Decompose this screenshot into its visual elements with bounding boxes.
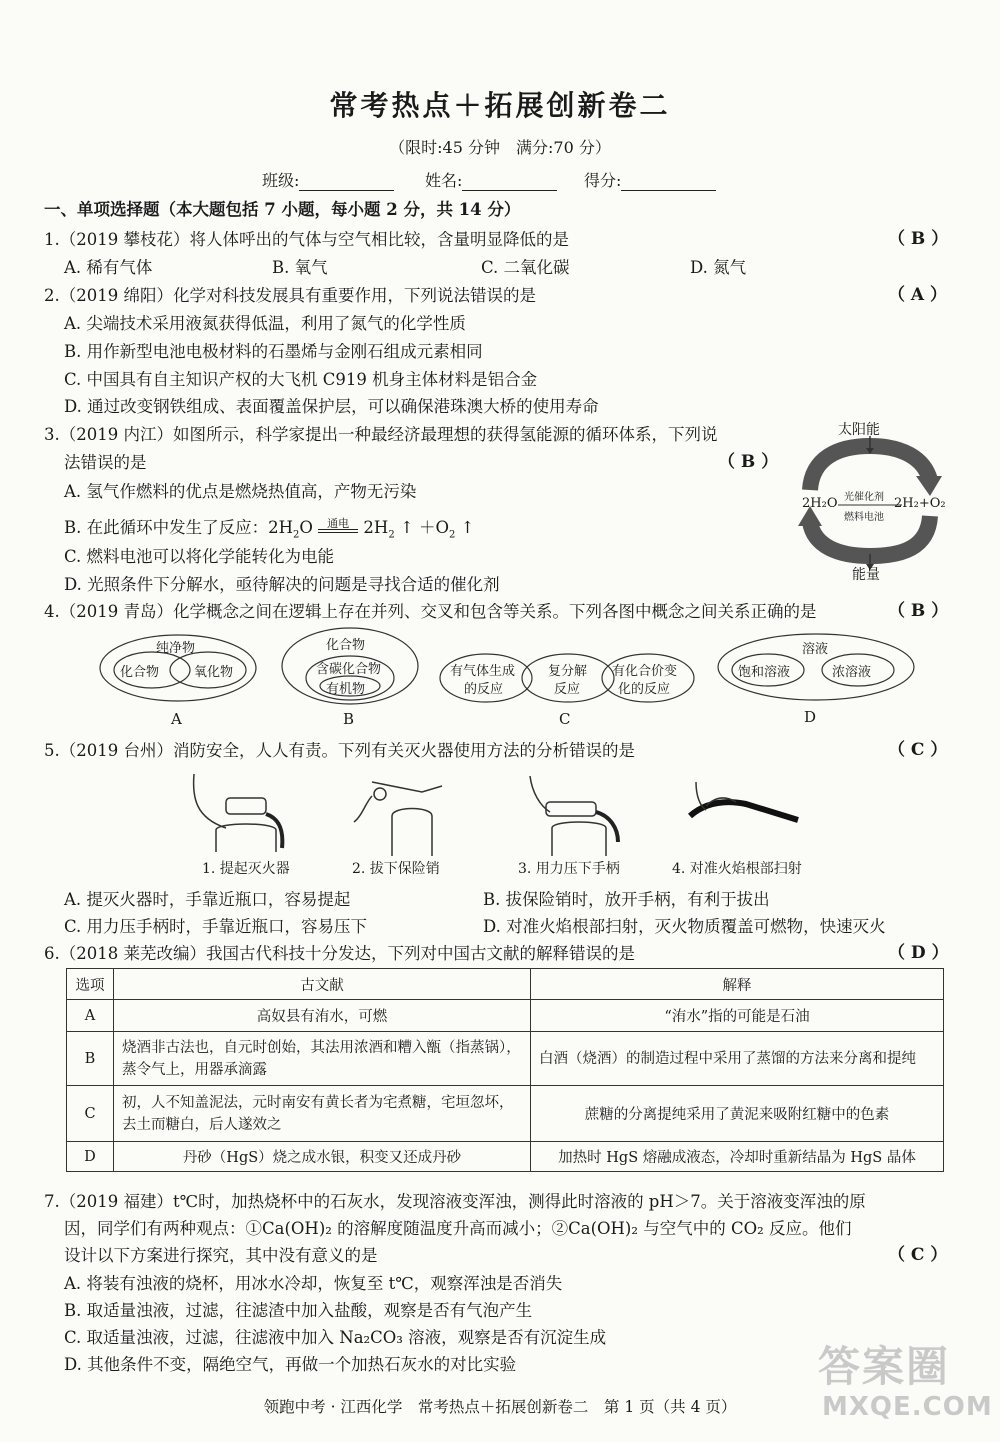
q3-b-h2: 2H [358,518,389,537]
row-text: 烧酒非古法也，自元时创始，其法用浓酒和糟入甑（指蒸锅），蒸令气上，用器承滴露 [114,1032,531,1086]
diagram-c-left-1: 有气体生成 [450,664,516,679]
row-explanation: 白酒（烧酒）的制造过程中采用了蒸馏的方法来分离和提纯 [531,1032,944,1086]
q7-option-d: D. 其他条件不变，隔绝空气，再做一个加热石灰水的对比实验 [64,1355,517,1374]
concept-diagram-c [438,652,698,704]
fuel-cell-label: 燃料电池 [844,512,884,523]
table-row [67,1142,944,1172]
q3-option-a: A. 氢气作燃料的优点是燃烧热值高，产物无污染 [64,482,417,501]
q1-stem: 1.（2019 攀枝花）将人体呼出的气体与空气相比较，含量明显降低的是 [44,230,569,249]
q3-b-prefix: B. 在此循环中发生了反应：2H [64,518,294,537]
concept-diagram-a [98,628,258,703]
q7-stem-line2: 因，同学们有两种观点：①Ca(OH)₂ 的溶解度随温度升高而减小；②Ca(OH)₂ 与空气中的 CO₂ 反应。他们 [64,1219,852,1238]
diagram-b-middle: 含碳化合物 [316,662,382,677]
row-text: 初，人不知盖泥法，元时南安有黄长者为宅煮糖，宅垣忽坏，去土而糖白，后人遂效之 [114,1086,531,1142]
q5-option-b: B. 拔保险销时，放开手柄，有利于拔出 [483,890,770,909]
watermark-domain: MXQE.COM [822,1392,993,1422]
extinguisher-step2-image [352,772,452,856]
name-blank [462,176,557,191]
q2-option-a: A. 尖端技术采用液氮获得低温，利用了氮气的化学性质 [64,314,466,333]
q7-stem-line3: 设计以下方案进行探究，其中没有意义的是 [64,1246,378,1265]
row-option: D [67,1142,114,1172]
diagram-a-right: 氧化物 [194,665,234,680]
table-header-row [67,969,944,1000]
extinguisher-step1-image [186,768,286,852]
row-explanation: 加热时 HgS 熔融成液态，冷却时重新结晶为 HgS 晶体 [531,1142,944,1172]
diagram-c-tag: C [559,710,571,728]
q2-option-c: C. 中国具有自主知识产权的大飞机 C919 机身主体材料是铝合金 [64,370,538,389]
diagram-c-left-2: 的反应 [464,682,504,697]
q3-b-arrow: ↑ [460,518,475,537]
q5-option-a: A. 提灭火器时，手靠近瓶口，容易提起 [64,890,351,909]
diagram-d-right: 浓溶液 [832,665,872,680]
header-text: 古文献 [114,969,531,1000]
score-blank [621,176,716,191]
diagram-c-mid-2: 反应 [554,682,581,697]
extinguisher-step4-image [686,776,806,836]
q5-answer: （ C ） [888,740,948,760]
energy-label: 能量 [852,567,880,583]
q1-option-d: D. 氮气 [690,258,747,277]
diagram-c-mid-1: 复分解 [548,664,588,679]
row-option: A [67,1000,114,1032]
q7-stem-line1: 7.（2019 福建）t℃时，加热烧杯中的石灰水，发现溶液变浑浊，测得此时溶液的 pH＞7。关于溶液变浑浊的原 [44,1192,866,1211]
q6-answer: （ D ） [888,943,949,963]
q4-stem: 4.（2019 青岛）化学概念之间在逻辑上存在并列、交叉和包含等关系。下列各图中概念之间关系正确的是 [44,602,817,621]
q2-stem: 2.（2019 绵阳）化学对科技发展具有重要作用，下列说法错误的是 [44,286,536,305]
table-row [67,1032,944,1086]
q1-option-b: B. 氧气 [272,258,328,277]
score-label: 得分: [584,171,622,190]
diagram-a-tag: A [171,710,182,728]
diagram-b-outer: 化合物 [326,638,366,653]
step4-caption: 4. 对准火焰根部扫射 [672,861,802,877]
q7-option-b: B. 取适量浊液，过滤，往滤渣中加入盐酸，观察是否有气泡产生 [64,1301,533,1320]
score-field [584,168,716,191]
ancient-texts-table [66,968,944,1172]
table-row [67,1086,944,1142]
row-text: 丹砂（HgS）烧之成水银，积变又还成丹砂 [114,1142,531,1172]
concept-diagram-b [280,626,420,706]
row-explanation: “洧水”指的可能是石油 [531,1000,944,1032]
q3-option-b: B. 在此循环中发生了反应：$2H_2O$ 通电 $2H_2$ ↑ $+O_2$ ↑ [64,517,475,541]
section-heading: 一、单项选择题（本大题包括 7 小题，每小题 2 分，共 14 分） [44,200,521,219]
concept-diagram-d [716,632,916,702]
class-blank [299,176,394,191]
diagram-d-left: 饱和溶液 [738,665,791,680]
header-explanation: 解释 [531,969,944,1000]
solar-energy-label: 太阳能 [838,422,880,438]
row-option: C [67,1086,114,1142]
class-label: 班级: [262,171,300,190]
row-option: B [67,1032,114,1086]
photocatalyst-label: 光催化剂 [844,492,884,503]
q2-answer: （ A ） [888,285,948,305]
time-limit: （限时:45 分钟 满分:70 分） [389,138,611,157]
q3-stem-line1: 3.（2019 内江）如图所示，科学家提出一种最经济最理想的获得氢能源的循环体系，下列说 [44,425,718,444]
step1-caption: 1. 提起灭火器 [202,861,290,877]
step2-caption: 2. 拔下保险销 [352,861,440,877]
class-field [262,168,394,191]
q5-stem: 5.（2019 台州）消防安全，人人有责。下列有关灭火器使用方法的分析错误的是 [44,741,635,760]
diagram-c-right-2: 化的反应 [618,682,671,697]
q5-option-d: D. 对准火焰根部扫射，灭火物质覆盖可燃物，快速灭火 [483,917,886,936]
diagram-d-tag: D [804,708,817,726]
q7-option-a: A. 将装有浊液的烧杯，用冰水冷却，恢复至 t℃，观察浑浊是否消失 [64,1274,563,1293]
table-row [67,1000,944,1032]
q3-answer: （ B ） [718,452,779,472]
q5-option-c: C. 用力压手柄时，手靠近瓶口，容易压下 [64,917,368,936]
page-footer: 领跑中考 · 江西化学 常考热点＋拓展创新卷二 第 1 页（共 4 页） [263,1398,737,1416]
q3-option-d: D. 光照条件下分解水，亟待解决的问题是寻找合适的催化剂 [64,575,500,594]
q7-answer: （ C ） [888,1245,948,1265]
q1-answer: （ B ） [888,229,949,249]
name-field [425,168,557,191]
q3-b-condition-text: 通电 [327,517,350,530]
q7-option-c: C. 取适量浊液，过滤，往滤液中加入 Na₂CO₃ 溶液，观察是否有沉淀生成 [64,1328,607,1347]
q3-option-c: C. 燃料电池可以将化学能转化为电能 [64,547,335,566]
diagram-d-outer: 溶液 [802,642,829,657]
water-label: 2H₂O [802,496,838,511]
row-explanation: 蔗糖的分离提纯采用了黄泥来吸附红糖中的色素 [531,1086,944,1142]
diagram-a-outer: 纯净物 [156,641,196,656]
q3-b-o2: ↑ ＋O [399,518,450,537]
hydrogen-cycle-diagram [790,418,950,583]
diagram-b-inner: 有机物 [326,682,366,697]
q3-stem-line2: 法错误的是 [64,453,147,472]
hydrogen-oxygen-label: 2H₂+O₂ [894,496,946,511]
extinguisher-step3-image [520,772,620,856]
q4-answer: （ B ） [888,601,949,621]
q2-option-b: B. 用作新型电池电极材料的石墨烯与金刚石组成元素相同 [64,342,483,361]
row-text: 高奴县有洧水，可燃 [114,1000,531,1032]
watermark-text: 答案圈 [818,1342,951,1391]
q1-option-a: A. 稀有气体 [64,258,153,277]
header-option: 选项 [67,969,114,1000]
q1-option-c: C. 二氧化碳 [481,258,570,277]
name-label: 姓名: [425,171,463,190]
q3-b-condition [318,517,358,533]
q6-stem: 6.（2018 莱芜改编）我国古代科技十分发达，下列对中国古文献的解释错误的是 [44,944,635,963]
page-title: 常考热点＋拓展创新卷二 [329,89,671,122]
q2-option-d: D. 通过改变钢铁组成、表面覆盖保护层，可以确保港珠澳大桥的使用寿命 [64,397,599,416]
diagram-a-left: 化合物 [120,665,160,680]
diagram-b-tag: B [343,710,355,728]
diagram-c-right-1: 有化合价变 [612,664,678,679]
step3-caption: 3. 用力压下手柄 [518,861,620,877]
watermark-logo [810,1330,993,1440]
